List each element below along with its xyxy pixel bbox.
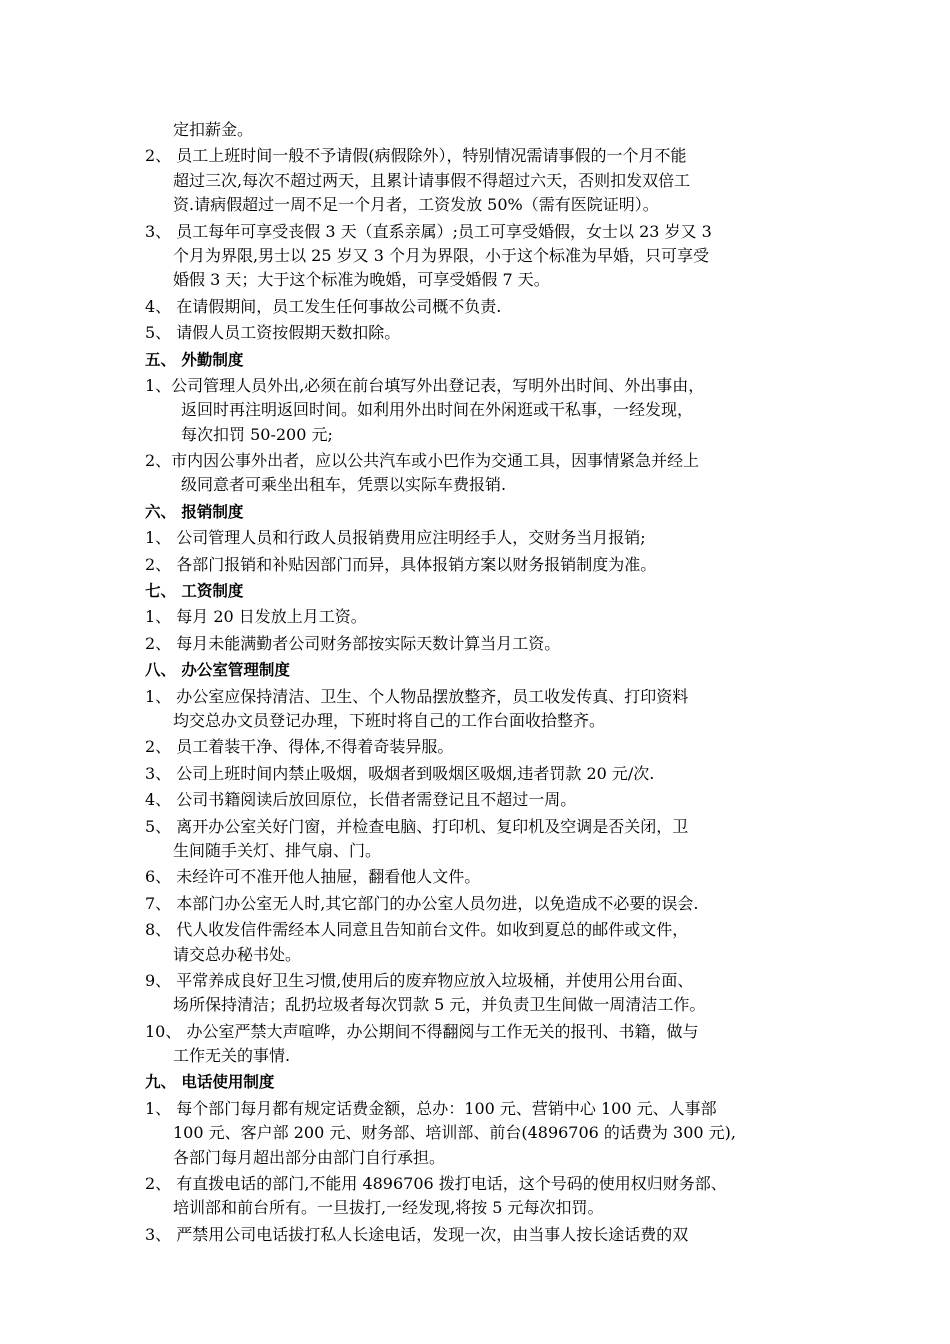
list-item-start: 4、 公司书籍阅读后放回原位，长借者需登记且不超过一周。 bbox=[145, 790, 577, 810]
paragraph-line: 每次扣罚 50-200 元; bbox=[181, 424, 333, 444]
paragraph-line: 超过三次,每次不超过两天，且累计请事假不得超过六天，否则扣发双倍工 bbox=[173, 170, 691, 190]
document-body bbox=[145, 118, 835, 1247]
list-item-start: 6、 未经许可不准开他人抽屉，翻看他人文件。 bbox=[145, 867, 481, 887]
section-heading: 六、 报销制度 bbox=[145, 502, 244, 521]
list-item-start: 1、 每月 20 日发放上月工资。 bbox=[145, 607, 367, 627]
list-item-start: 5、 离开办公室关好门窗，并检查电脑、打印机、复印机及空调是否关闭，卫 bbox=[145, 816, 689, 836]
list-item-start: 4、 在请假期间，员工发生任何事故公司概不负责. bbox=[145, 296, 502, 316]
list-item-start: 10、 办公室严禁大声喧哗，办公期间不得翻阅与工作无关的报刊、书籍，做与 bbox=[145, 1021, 699, 1041]
list-item-start: 5、 请假人员工资按假期天数扣除。 bbox=[145, 323, 401, 343]
paragraph-line: 定扣薪金。 bbox=[173, 120, 254, 139]
paragraph-line: 个月为界限,男士以 25 岁又 3 个月为界限，小于这个标准为早婚，只可享受 bbox=[173, 245, 709, 265]
paragraph-line: 各部门每月超出部分由部门自行承担。 bbox=[173, 1147, 446, 1167]
paragraph-line: 级同意者可乘坐出租车，凭票以实际车费报销. bbox=[181, 475, 507, 495]
section-heading: 九、 电话使用制度 bbox=[145, 1073, 275, 1092]
paragraph-line: 培训部和前台所有。一旦拔打,一经发现,将按 5 元每次扣罚。 bbox=[173, 1198, 604, 1218]
section-heading: 八、 办公室管理制度 bbox=[145, 661, 290, 680]
paragraph-line: 婚假 3 天；大于这个标准为晚婚，可享受婚假 7 天。 bbox=[173, 270, 550, 290]
list-item-start: 3、 严禁用公司电话拔打私人长途电话，发现一次，由当事人按长途话费的双 bbox=[145, 1224, 689, 1244]
list-item-start: 8、 代人收发信件需经本人同意且告知前台文件。如收到夏总的邮件或文件， bbox=[145, 920, 689, 940]
paragraph-line: 100 元、客户部 200 元、财务部、培训部、前台(4896706 的话费为 300 元), bbox=[173, 1123, 736, 1143]
paragraph-line: 生间随手关灯、排气扇、门。 bbox=[173, 840, 382, 860]
paragraph-line: 请交总办秘书处。 bbox=[173, 944, 302, 964]
list-item-start: 2、 员工着装干净、得体,不得着奇装异服。 bbox=[145, 737, 454, 757]
paragraph-line: 工作无关的事情. bbox=[173, 1046, 291, 1066]
list-item-start: 2、 各部门报销和补贴因部门而异，具体报销方案以财务报销制度为准。 bbox=[145, 554, 657, 574]
list-item-start: 2、 有直拨电话的部门,不能用 4896706 拨打电话，这个号码的使用权归财务部、 bbox=[145, 1174, 727, 1194]
paragraph-line: 返回时再注明返回时间。如利用外出时间在外闲逛或干私事，一经发现， bbox=[181, 400, 694, 420]
section-heading: 七、 工资制度 bbox=[145, 582, 244, 601]
list-item-start: 2、 每月未能满勤者公司财务部按实际天数计算当月工资。 bbox=[145, 633, 561, 653]
list-item-start: 1、 办公室应保持清洁、卫生、个人物品摆放整齐，员工收发传真、打印资料 bbox=[145, 686, 689, 706]
paragraph-line: 场所保持清洁；乱扔垃圾者每次罚款 5 元，并负责卫生间做一周清洁工作。 bbox=[173, 995, 706, 1015]
list-item-start: 3、 公司上班时间内禁止吸烟，吸烟者到吸烟区吸烟,违者罚款 20 元/次. bbox=[145, 763, 655, 783]
list-item-start: 1、公司管理人员外出,必须在前台填写外出登记表，写明外出时间、外出事由， bbox=[145, 375, 705, 395]
list-item-start: 1、 公司管理人员和行政人员报销费用应注明经手人，交财务当月报销; bbox=[145, 528, 646, 548]
list-item-start: 2、市内因公事外出者，应以公共汽车或小巴作为交通工具，因事情紧急并经上 bbox=[145, 451, 700, 471]
list-item-start: 2、 员工上班时间一般不予请假(病假除外），特别情况需请事假的一个月不能 bbox=[145, 146, 687, 166]
list-item-start: 1、 每个部门每月都有规定话费金额，总办：100 元、营销中心 100 元、人事部 bbox=[145, 1098, 717, 1118]
section-heading: 五、 外勤制度 bbox=[145, 350, 244, 369]
list-item-start: 7、 本部门办公室无人时,其它部门的办公室人员勿进，以免造成不必要的误会. bbox=[145, 893, 699, 913]
list-item-start: 9、 平常养成良好卫生习惯,使用后的废弃物应放入垃圾桶，并使用公用台面、 bbox=[145, 970, 694, 990]
paragraph-line: 资.请病假超过一周不足一个月者，工资发放 50%（需有医院证明）。 bbox=[173, 195, 659, 215]
list-item-start: 3、 员工每年可享受丧假 3 天（直系亲属）;员工可享受婚假，女士以 23 岁又 3 bbox=[145, 221, 712, 241]
paragraph-line: 均交总办文员登记办理，下班时将自己的工作台面收拾整齐。 bbox=[173, 710, 606, 730]
